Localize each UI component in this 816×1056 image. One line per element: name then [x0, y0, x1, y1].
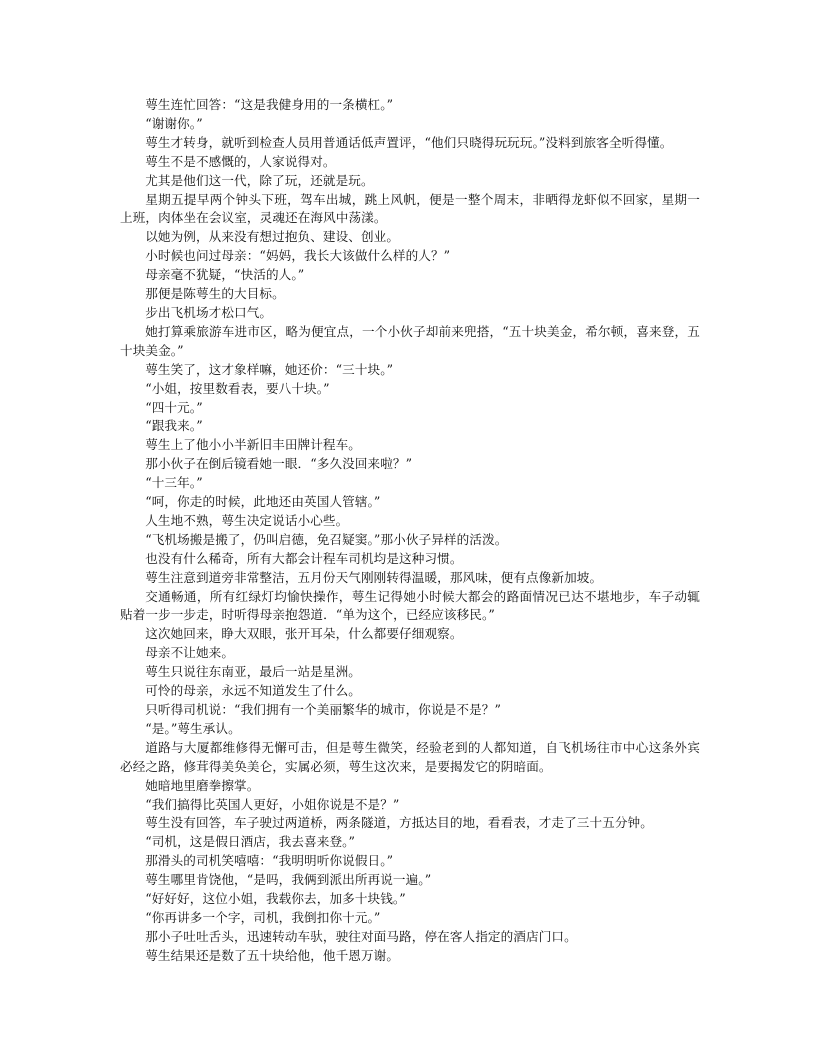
- paragraph: 也没有什么稀奇，所有大都会计程车司机均是这种习惯。: [145, 550, 463, 566]
- paragraph: “是。”萼生承认。: [145, 720, 241, 736]
- paragraph: 那滑头的司机笑嘻嘻：“我明明听你说假日。”: [145, 853, 394, 869]
- paragraph: “好好好，这位小姐，我载你去，加多十块钱。”: [145, 891, 406, 907]
- paragraph: 以她为例，从来没有想过抱负、建设、创业。: [145, 229, 400, 245]
- paragraph: 萼生上了他小小半新旧丰田牌计程车。: [145, 437, 361, 453]
- paragraph: “司机，这是假日酒店，我去喜来登。”: [145, 834, 356, 850]
- paragraph: 可怜的母亲，永远不知道发生了什么。: [145, 683, 361, 699]
- paragraph: 那小子吐吐舌头，迅速转动车驮，驶往对面马路，停在客人指定的酒店门口。: [145, 928, 577, 944]
- paragraph: 她暗地里磨拳擦掌。: [145, 777, 260, 793]
- paragraph: 人生地不熟，萼生决定说话小心些。: [145, 512, 349, 528]
- document-page: [120, 96, 700, 966]
- paragraph: 萼生才转身，就听到检查人员用普通话低声置评，“他们只晓得玩玩玩。”没料到旅客全听得懂。: [145, 134, 673, 150]
- paragraph: “跟我来。”: [145, 418, 203, 434]
- paragraph: 只听得司机说：“我们拥有一个美丽繁华的城市，你说是不是？”: [145, 702, 501, 717]
- paragraph: “谢谢你。”: [145, 115, 203, 131]
- paragraph: 道路与大厦都维修得无懈可击，但是萼生微笑，经验老到的人都知道，自飞机场往市中心这条外宾必经之路，修茸得美奂美仑，实属必须，萼生这次来，是要揭发它的阴暗面。: [120, 739, 700, 774]
- paragraph: “飞机场搬是搬了，仍叫启德，免召疑窦。”那小伙子异样的活泼。: [145, 531, 508, 547]
- paragraph: 那小伙子在倒后镜看她一眼．“多久没回来啦？”: [145, 456, 413, 472]
- paragraph: 步出飞机场才松口气。: [145, 304, 273, 320]
- paragraph: 萼生笑了，这才象样嘛，她还价：“三十块。”: [145, 361, 394, 377]
- paragraph: 萼生只说往东南亚，最后一站是星洲。: [145, 664, 361, 680]
- paragraph: 这次她回来，睁大双眼，张开耳朵，什么都要仔细观察。: [145, 626, 463, 642]
- paragraph: 萼生不是不感慨的，人家说得对。: [145, 153, 336, 169]
- paragraph: “呵，你走的时候，此地还由英国人管辖。”: [145, 494, 381, 510]
- paragraph: 尤其是他们这一代，除了玩，还就是玩。: [145, 172, 374, 188]
- paragraph: 萼生注意到道旁非常整洁，五月份天气刚刚转得温暖，那风味，便有点像新加坡。: [145, 569, 603, 585]
- paragraph: “你再讲多一个字，司机，我倒扣你十元。”: [145, 909, 381, 925]
- paragraph: 小时候也问过母亲：“妈妈，我长大该做什么样的人？”: [145, 248, 451, 264]
- paragraph: 萼生结果还是数了五十块给他，他千恩万谢。: [145, 947, 400, 963]
- paragraph: 星期五提早两个钟头下班，驾车出城，跳上风帆，便是一整个周末，非晒得龙虾似不回家，星期一上班，肉体坐在会议室，灵魂还在海风中荡漾。: [120, 191, 700, 226]
- paragraph: 她打算乘旅游车进市区，略为便宜点，一个小伙子却前来兜搭，“五十块美金，希尔顿，喜来登，五十块美金。”: [120, 323, 700, 358]
- paragraph: 交通畅通，所有红绿灯均愉快操作，萼生记得她小时候大都会的路面情况已达不堪地步，车子动辄贴着一步一步走，时听得母亲抱怨道．“单为这个，已经应该移民。”: [120, 588, 700, 623]
- paragraph: “十三年。”: [145, 475, 203, 491]
- paragraph: “小姐，按里数看表，要八十块。”: [145, 380, 330, 396]
- paragraph: 母亲毫不犹疑，“快活的人。”: [145, 267, 305, 283]
- paragraph: 萼生连忙回答：“这是我健身用的一条横杠。”: [145, 97, 394, 112]
- paragraph: “我们搞得比英国人更好，小姐你说是不是？”: [145, 796, 400, 812]
- paragraph: 母亲不让她来。: [145, 645, 235, 661]
- paragraph: “四十元。”: [145, 399, 203, 415]
- paragraph: 萼生哪里肯饶他，“是吗，我俩到派出所再说一遍。”: [145, 872, 432, 888]
- paragraph: 萼生没有回答，车子驶过两道桥，两条隧道，方抵达目的地，看看表，才走了三十五分钟。: [145, 815, 653, 831]
- paragraph: 那便是陈萼生的大目标。: [145, 286, 285, 302]
